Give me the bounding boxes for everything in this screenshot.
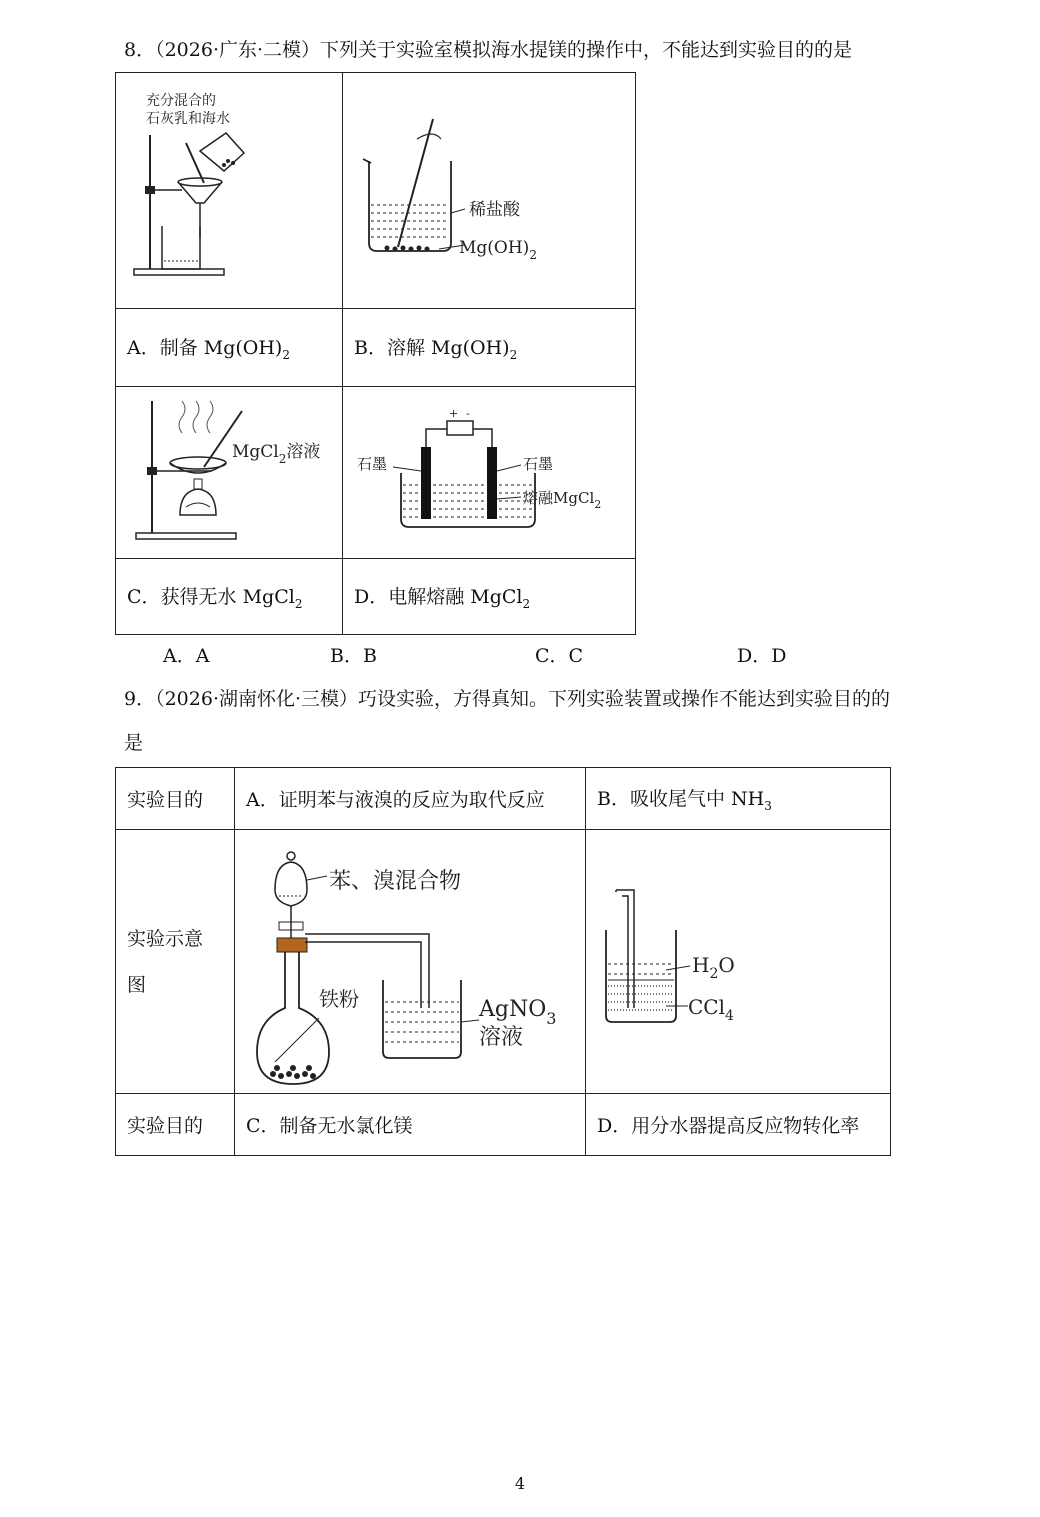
q9-row3-d: D．用分水器提高反应物转化率 bbox=[597, 1115, 860, 1137]
q8-label-b-cell: B．溶解 $Mg(OH)_2$ bbox=[343, 309, 636, 387]
q9-row2-head-line-2: 图 bbox=[127, 973, 147, 996]
q9-row1-b: B．吸收尾气中 NH bbox=[597, 788, 765, 811]
iron-powder-label: 铁粉 bbox=[319, 987, 359, 1011]
water-label: $H_2O$ bbox=[692, 953, 735, 982]
left-graphite-label: 石墨 bbox=[357, 455, 388, 473]
q8-label-d: D．电解熔融 MgCl bbox=[354, 586, 523, 609]
q8-label-c-cell: C．获得无水 MgCl$_2$ bbox=[116, 559, 343, 635]
q9-row3-d-cell bbox=[586, 1094, 891, 1156]
q9-row1-head: 实验目的 bbox=[127, 789, 204, 811]
q8-option-b: B．B bbox=[330, 645, 377, 667]
q9-row3-c-cell bbox=[235, 1094, 586, 1156]
q9-row2-head-cell bbox=[116, 830, 235, 1094]
negative-terminal-label: - bbox=[466, 407, 470, 420]
solution-label: 溶液 bbox=[479, 1025, 524, 1050]
mgcl2-solution-label: MgCl$_2$溶液 bbox=[232, 442, 321, 466]
q8-option-c: C．C bbox=[535, 645, 584, 667]
electrolysis-cell-diagram bbox=[343, 387, 635, 553]
q9-row1-a-cell bbox=[235, 768, 586, 830]
ammonia-absorption-diagram bbox=[586, 830, 890, 1088]
q8-option-a: A．A bbox=[163, 645, 210, 667]
question-8-title: 8．（2026·广东·二模）下列关于实验室模拟海水提镁的操作中，不能达到实验目的的是 bbox=[124, 39, 853, 61]
ccl4-label: CCl$_4$ bbox=[688, 995, 734, 1024]
benzene-bromine-label: 苯、溴混合物 bbox=[329, 869, 462, 894]
q8-diagram-a-cell bbox=[116, 73, 343, 309]
dilute-hcl-label: 稀盐酸 bbox=[469, 200, 520, 220]
q8-label-b: B．溶解 Mg(OH) bbox=[354, 337, 510, 360]
q9-diagram-a-cell bbox=[235, 830, 586, 1094]
q8-diagram-c-cell bbox=[116, 387, 343, 559]
q9-row3-c: C．制备无水氯化镁 bbox=[246, 1115, 413, 1137]
q9-row2-head-line-1: 实验示意 bbox=[127, 927, 204, 950]
q8-label-a-cell: A．制备 $Mg(OH)_2$ bbox=[116, 309, 343, 387]
q8-option-d: D．D bbox=[737, 645, 787, 667]
positive-terminal-label: + bbox=[449, 407, 459, 420]
q9-row3-head: 实验目的 bbox=[127, 1115, 204, 1137]
q8-label-c: C．获得无水 MgCl bbox=[127, 586, 295, 609]
q9-diagram-b-cell bbox=[586, 830, 891, 1094]
q9-row1-a: A．证明苯与液溴的反应为取代反应 bbox=[246, 789, 545, 811]
page-number: 4 bbox=[514, 1474, 526, 1493]
q8-label-d-cell: D．电解熔融 MgCl$_2$ bbox=[343, 559, 636, 635]
dissolve-beaker-diagram bbox=[343, 73, 635, 303]
question-9-table bbox=[115, 767, 891, 1156]
molten-mgcl2-label: 熔融MgCl$_2$ bbox=[523, 489, 602, 511]
diagram-a-label-1: 充分混合的 bbox=[146, 93, 216, 109]
q9-row1-b-cell: B．吸收尾气中 $NH_3$ bbox=[586, 768, 891, 830]
agno3-label: AgNO$_3$ bbox=[479, 997, 557, 1028]
bromination-apparatus-diagram bbox=[235, 830, 585, 1088]
evaporation-apparatus-diagram bbox=[116, 387, 342, 553]
mg-oh2-label: $Mg(OH)_2$ bbox=[459, 238, 537, 262]
right-graphite-label: 石墨 bbox=[523, 455, 554, 473]
filtration-apparatus-diagram bbox=[116, 73, 342, 303]
question-8-table bbox=[115, 72, 636, 635]
q9-row1-head-cell bbox=[116, 768, 235, 830]
diagram-a-label-2: 石灰乳和海水 bbox=[146, 111, 230, 127]
q8-label-a: A．制备 Mg(OH) bbox=[127, 337, 283, 360]
question-9-title-line-1: 9．（2026·湖南怀化·三模）巧设实验，方得真知。下列实验装置或操作不能达到实验目的的 bbox=[124, 688, 891, 710]
q8-diagram-d-cell bbox=[343, 387, 636, 559]
q8-diagram-b-cell bbox=[343, 73, 636, 309]
q9-row3-head-cell bbox=[116, 1094, 235, 1156]
question-9-title-line-2: 是 bbox=[124, 732, 144, 754]
